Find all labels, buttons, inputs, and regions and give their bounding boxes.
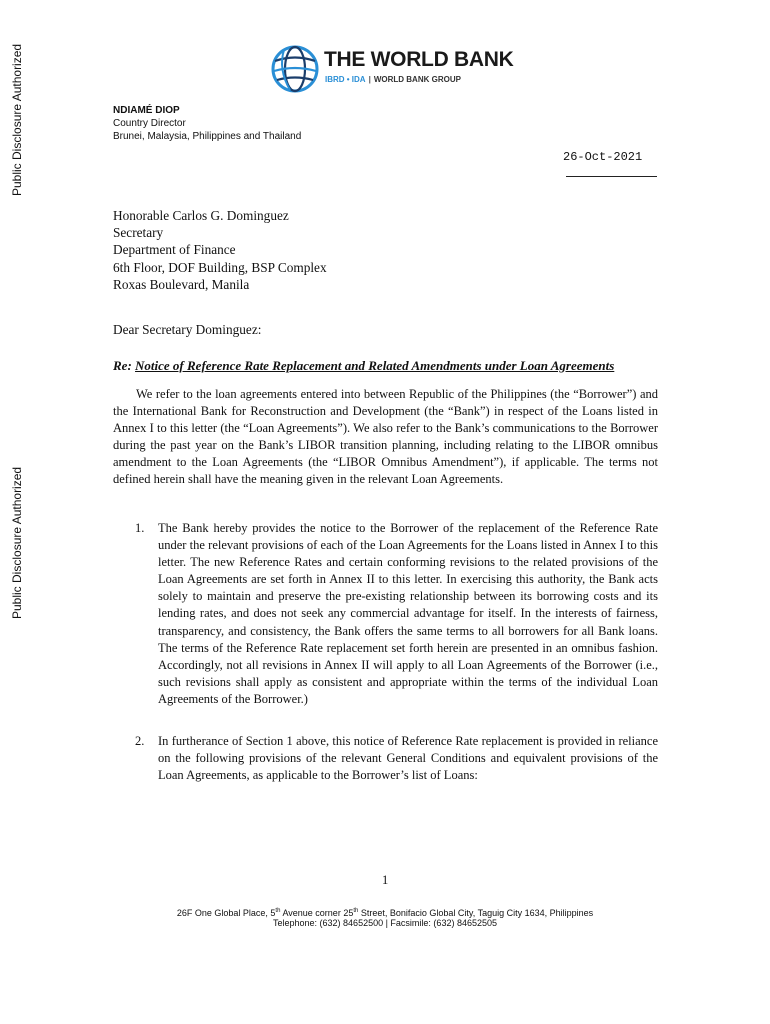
globe-icon — [270, 44, 320, 94]
date-underline — [566, 176, 657, 177]
logo-subtitle-ibrd-ida: IBRD • IDA — [325, 75, 366, 84]
item-number: 1. — [135, 521, 145, 535]
item-text: In furtherance of Section 1 above, this notice of Reference Rate replacement is provided in reliance on the following provisions of the relevant General Conditions and equivalent provisions of the Loan Agreements, as applicable to the Borrower’s list of Loans: — [158, 734, 658, 783]
letter-date: 26-Oct-2021 — [563, 150, 643, 164]
sender-title: Country Director — [113, 118, 186, 129]
recipient-street: Roxas Boulevard, Manila — [113, 276, 250, 292]
world-bank-logo — [270, 44, 520, 96]
numbered-item-2 — [135, 733, 658, 784]
logo-subtitle-separator: | — [368, 75, 371, 84]
salutation: Dear Secretary Dominguez: — [113, 322, 262, 337]
footer-address-part: Avenue corner 25 — [280, 908, 354, 918]
item-text: The Bank hereby provides the notice to the Borrower of the replacement of the Reference Rate under the relevant provisions of each of the Loan Agreements for the Loans listed in Annex I to this letter. The new Reference Rates and certain conforming revisions to the related provisions of the Loan Agreements are set forth in Annex II to this letter. In exercising this authority, the Bank acts solely to maintain and preserve the pre-existing relationship between its borrowing costs and its lending rates, and does not seek any commercial advantage for itself. In the interests of fairness, transparency, and consistency, the Bank offers the same terms to all borrowers for all Bank loans. The terms of the Reference Rate replacement set forth herein are presented in an omnibus fashion. Accordingly, not all revisions in Annex II will apply to all Loan Agreements of the Borrower (i.e., such revisions shall apply as consistent and appropriate within the terms of the individual Loan Agreements of the Borrower.) — [158, 521, 658, 706]
recipient-building: 6th Floor, DOF Building, BSP Complex — [113, 259, 327, 275]
footer-superscript: th — [275, 908, 281, 914]
subject-prefix: Re: — [113, 358, 136, 373]
intro-paragraph: We refer to the loan agreements entered into between Republic of the Philippines (the “Borrower”) and the International Bank for Reconstruction and Development (the “Bank”) in respect of the Loans listed in Annex I to this letter (the “Loan Agreements”). We also refer to the Bank’s communications to the Borrower during the past year on the Bank’s LIBOR transition planning, including relating to the LIBOR omnibus amendment to the Loan Agreements (the “LIBOR Omnibus Amendment”), if applicable. The terms not defined herein shall have the meaning given in the relevant Loan Agreements. — [113, 387, 658, 487]
item-number: 2. — [135, 734, 145, 748]
footer-superscript: th — [353, 908, 359, 914]
recipient-name: Honorable Carlos G. Dominguez — [113, 208, 289, 223]
logo-title: THE WORLD BANK — [324, 48, 514, 71]
recipient-address — [113, 207, 327, 293]
sender-block — [113, 104, 301, 143]
recipient-department: Department of Finance — [113, 242, 236, 258]
footer-address-part: Street, Bonifacio Global City, Taguig City 1634, Philippines — [358, 908, 594, 918]
footer-address-part: 26F One Global Place, 5 — [176, 908, 276, 918]
logo-subtitle — [325, 75, 461, 84]
logo-subtitle-group: WORLD BANK GROUP — [373, 75, 461, 84]
subject-line — [113, 358, 614, 374]
numbered-item-1 — [135, 520, 658, 708]
page-number: 1 — [382, 873, 389, 887]
sender-region: Brunei, Malaysia, Philippines and Thailand — [113, 131, 302, 142]
subject-text: Notice of Reference Rate Replacement and Related Amendments under Loan Agreements — [135, 358, 615, 373]
recipient-title: Secretary — [113, 225, 164, 241]
public-disclosure-label-top: Public Disclosure Authorized — [10, 43, 24, 196]
public-disclosure-label-middle: Public Disclosure Authorized — [10, 466, 24, 619]
footer-contact: Telephone: (632) 84652500 | Facsimile: (632) 84652505 — [273, 918, 497, 928]
sender-name: NDIAMÉ DIOP — [113, 105, 180, 116]
